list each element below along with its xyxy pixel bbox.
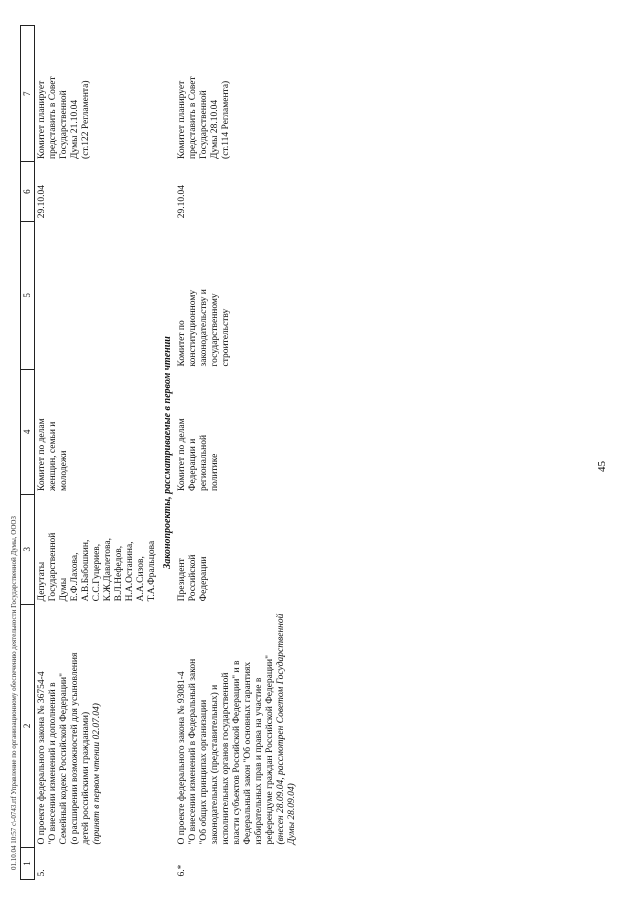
plan-line: (ст.114 Регламента) <box>221 80 231 159</box>
co-committee-line: конституционному <box>188 289 198 367</box>
responsible-committee <box>175 370 300 495</box>
co-committee-line: законодательству и <box>199 289 209 367</box>
bill-line: "О внесении изменений в Федеральный закон <box>188 658 198 845</box>
author-line: Е.Ф.Лахова, <box>70 552 80 602</box>
co-committee <box>175 221 300 369</box>
committee-plan <box>35 26 161 162</box>
committee-line: региональной <box>199 434 209 492</box>
co-committee-line: строительству <box>221 308 231 367</box>
author-line: А.В.Бабошкин, <box>81 539 91 602</box>
page-number: 45 <box>596 461 608 472</box>
plan-line: (ст.122 Регламента) <box>81 80 91 159</box>
table-row <box>175 26 300 880</box>
plan-line: Комитет планирует <box>177 80 187 159</box>
bill-line: Федеральный закон "Об основных гарантиях <box>243 661 253 845</box>
committee-plan <box>175 26 300 162</box>
bill-description <box>175 604 300 847</box>
author-line: Депутаты <box>37 561 47 602</box>
author-line: Федерации <box>199 556 209 602</box>
co-committee-line: Комитет по <box>177 320 187 367</box>
row-number: 5. <box>37 869 47 877</box>
author-line: Думы <box>59 577 69 602</box>
author-line: С.С.Гуцериев, <box>92 543 102 602</box>
author-line: Т.А.Фральцова <box>147 540 157 602</box>
bill-line: О проекте федерального закона № 93081-4 <box>177 671 187 845</box>
author-line: К.Ж.Давлетова, <box>103 538 113 602</box>
bill-authors <box>35 494 161 604</box>
column-header-1: 1 <box>21 847 35 879</box>
co-committee-line: государственному <box>210 293 220 367</box>
bill-line: "О внесении изменений и дополнений в <box>48 682 58 845</box>
bill-line: (о расширении возможностей для усыновления <box>70 652 80 845</box>
bill-line: детей российскими гражданами) <box>81 711 91 845</box>
bill-line: власти субъектов Российской Федерации" и в <box>232 660 242 845</box>
plan-line: Комитет планирует <box>37 80 47 159</box>
deadline-date: 29.10.04 <box>37 185 47 219</box>
co-committee <box>35 221 161 369</box>
committee-line: Федерации и <box>188 438 198 492</box>
author-line: Государственной <box>48 532 58 602</box>
plan-line: Государственной <box>199 90 209 159</box>
committee-line: политике <box>210 453 220 492</box>
column-header-2: 2 <box>21 604 35 847</box>
bill-line: избирательных прав и права на участие в <box>254 677 264 845</box>
bill-line: исполнительных органов государственной <box>221 672 231 845</box>
column-header-3: 3 <box>21 494 35 604</box>
section-title: Законопроекты, рассматриваемые в первом чтении <box>162 336 173 569</box>
committee-line: Комитет по делам <box>177 418 187 492</box>
bill-line: "Об общих принципах организации <box>199 699 209 845</box>
table-row <box>35 26 161 880</box>
plan-line: Думы 21.10.04 <box>70 99 80 159</box>
column-header-7: 7 <box>21 26 35 162</box>
column-header-6: 6 <box>21 162 35 221</box>
bill-status-note: (внесен 28.09.04, рассмотрен Советом Государственной Думы 28.09.04) <box>276 613 297 845</box>
bill-line: О проекте федерального закона № 36754-4 <box>37 671 47 845</box>
column-header-4: 4 <box>21 370 35 495</box>
plan-line: представить в Совет <box>48 76 58 159</box>
deadline-date: 29.10.04 <box>177 185 187 219</box>
plan-line: Государственной <box>59 90 69 159</box>
committee-line: Комитет по делам <box>37 418 47 492</box>
row-number: 6.* <box>177 864 187 877</box>
committee-line: женщин, семьи и <box>48 421 58 492</box>
bill-line: референдуме граждан Российской Федерации" <box>265 655 275 845</box>
author-line: Российской <box>188 554 198 602</box>
author-line: Президент <box>177 558 187 602</box>
author-line: Н.А.Останина, <box>125 541 135 602</box>
responsible-committee <box>35 370 161 495</box>
author-line: А.А.Сизов, <box>136 556 146 602</box>
agenda-table <box>20 25 300 880</box>
bill-line: законодательных (представительных) и <box>210 684 220 845</box>
plan-line: представить в Совет <box>188 76 198 159</box>
bill-description <box>35 604 161 847</box>
column-header-5: 5 <box>21 221 35 369</box>
plan-line: Думы 28.10.04 <box>210 99 220 159</box>
bill-line: Семейный кодекс Российской Федерации" <box>59 673 69 845</box>
column-number-row <box>21 26 35 880</box>
bill-authors <box>175 494 300 604</box>
committee-line: молодежи <box>59 450 69 492</box>
footer-text: 01.10.04 10:57 с\-0743.rtf Управление по организационному обеспечению деятельности Государственной Думы, ОООЗ <box>10 516 18 870</box>
bill-status-note: (принят в первом чтении 02.07.04) <box>92 703 102 845</box>
author-line: В.Л.Нефедов, <box>114 545 124 602</box>
section-row <box>160 26 175 880</box>
